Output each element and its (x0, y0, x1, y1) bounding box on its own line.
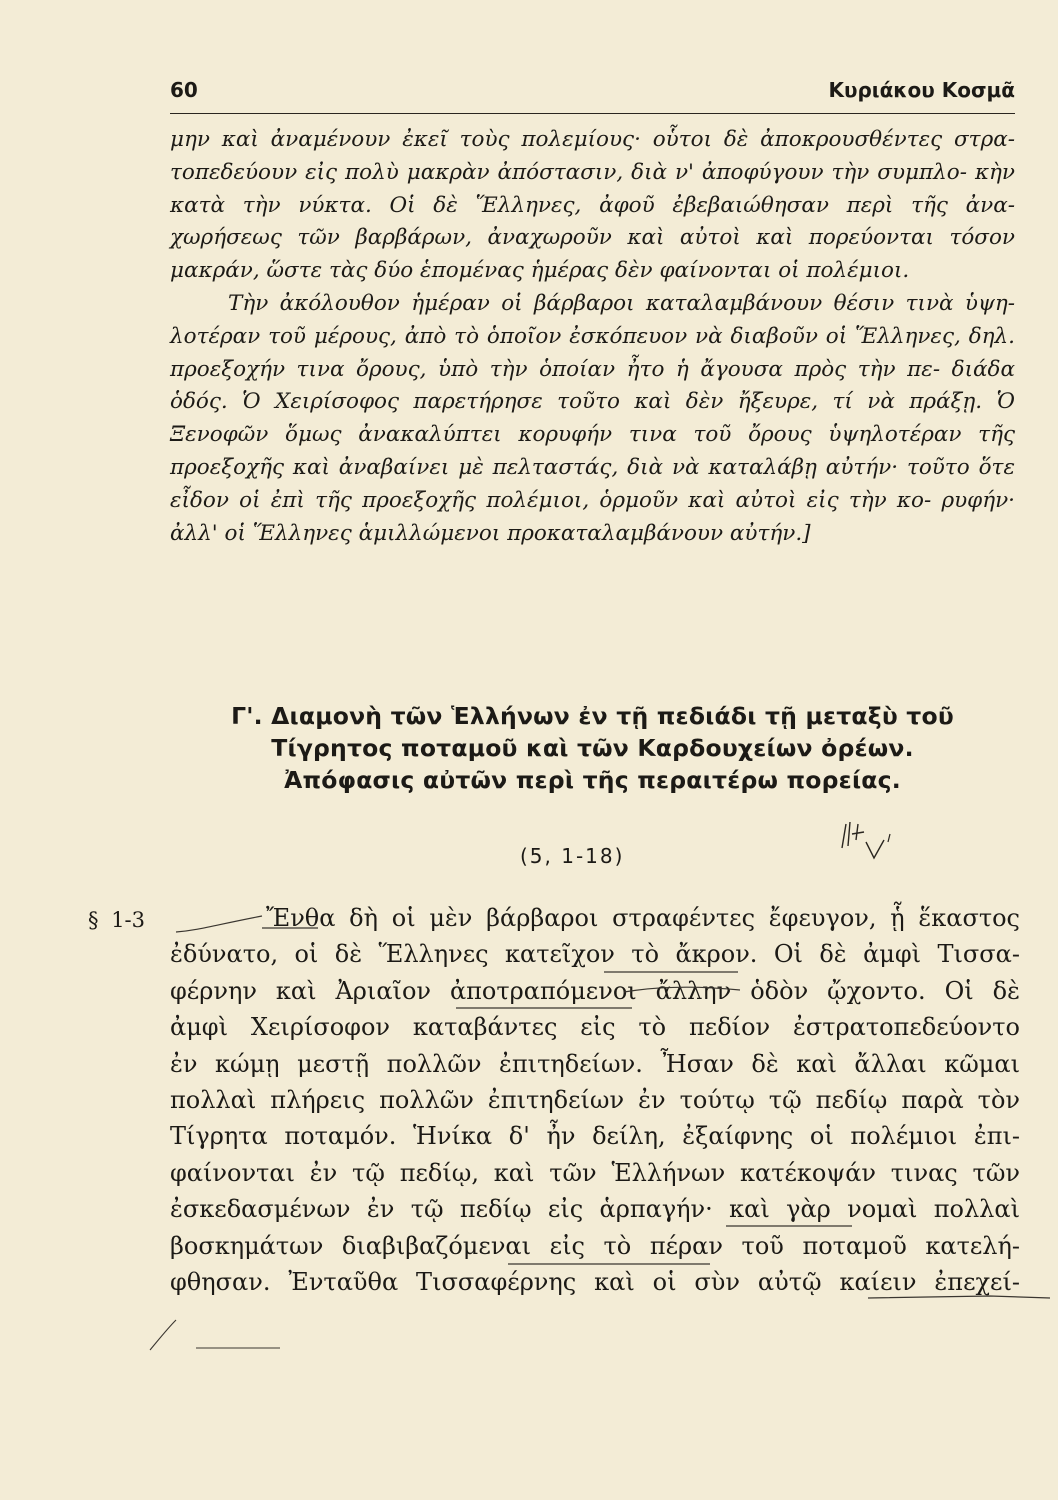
text-line: πολλαὶ πλήρεις πολλῶν ἐπιτηδείων ἐν τούτῳ τῷ πεδίῳ παρὰ τὸν (170, 1086, 1020, 1115)
text-line: τοπεδεύουν εἰς πολὺ μακρὰν ἀπόστασιν, διὰ ν' ἀποφύγουν τὴν συμπλο- (170, 159, 967, 185)
heading-line: Ἀπόφασις αὐτῶν περὶ τῆς περαιτέρω πορείας. (284, 766, 901, 794)
section-sign-icon: § (88, 908, 99, 932)
text-line: προεξοχῆς καὶ ἀναβαίνει μὲ πελταστάς, διὰ νὰ καταλάβῃ αὐτήν· τοῦτο (170, 454, 970, 480)
heading-line: Τίγρητος ποταμοῦ καὶ τῶν Καρδουχείων ὀρέων. (271, 734, 914, 762)
text-line: φαίνονται ἐν τῷ πεδίῳ, καὶ τῶν Ἑλλήνων κατέκοψάν τινας τῶν (170, 1158, 1020, 1187)
page-number: 60 (170, 78, 198, 102)
page-header (170, 78, 1015, 108)
text-line: βοσκημάτων διαβιβαζόμεναι εἰς τὸ πέραν τοῦ ποταμοῦ κατελή- (170, 1231, 1020, 1260)
text-line: Ὁ Ξενοφῶν ὅμως ἀνακαλύπτει κορυφήν τινα τοῦ ὄρους ὑψηλοτέραν τῆς (170, 389, 1015, 448)
translation-paragraph-2 (170, 288, 1015, 550)
text-line: φθησαν. Ἐνταῦθα Τισσαφέρνης καὶ οἱ σὺν αὐτῷ καίειν ἐπεχεί- (170, 1268, 1020, 1297)
handwritten-mark-icon (838, 818, 908, 864)
text-line: Τὴν ἀκόλουθον ἡμέραν οἱ βάρβαροι καταλαμβάνουν θέσιν τινὰ ὑψη- (228, 290, 1015, 316)
section-margin-note (88, 908, 145, 932)
text-line: λοτέραν τοῦ μέρους, ἀπὸ τὸ ὁποῖον ἐσκόπευον νὰ διαβοῦν οἱ Ἕλληνες, (170, 323, 961, 349)
running-title: Κυριάκου Κοσμᾶ (828, 78, 1015, 102)
text-line: διάδα ὁδός. Ὁ Χειρίσοφος παρετήρησε τοῦτο καὶ δὲν ἤξευρε, τί νὰ πράξῃ. (170, 356, 1015, 415)
section-range: 1-3 (111, 908, 146, 932)
text-line: μην καὶ ἀναμένουν ἐκεῖ τοὺς πολεμίους· οὗτοι δὲ ἀποκρουσθέντες στρα- (170, 127, 1015, 152)
text-line: Τίγρητα ποταμόν. Ἡνίκα δ' ἦν δείλη, ἐξαίφνης οἱ πολέμιοι ἐπι- (170, 1122, 1020, 1151)
text-line: ὅτε εἶδον οἱ ἐπὶ τῆς προεξοχῆς πολέμιοι, ὁρμοῦν καὶ αὐτοὶ εἰς τὴν κο- (170, 454, 1015, 513)
translation-paragraph-1 (170, 124, 1015, 288)
heading-line: Γ'. Διαμονὴ τῶν Ἑλλήνων ἐν τῇ πεδιάδι τῇ μεταξὺ τοῦ (231, 702, 954, 730)
text-line: ἐν κώμῃ μεστῇ πολλῶν ἐπιτηδείων. Ἦσαν δὲ καὶ ἄλλαι κῶμαι (170, 1049, 1020, 1078)
text-line: ἀμφὶ Χειρίσοφον καταβάντες εἰς τὸ πεδίον ἐστρατοπεδεύοντο (170, 1013, 1020, 1042)
text-line: κὴν κατὰ τὴν νύκτα. Οἱ δὲ Ἕλληνες, ἀφοῦ ἐβεβαιώθησαν περὶ τῆς ἀνα- (170, 159, 1015, 218)
translation-block (170, 124, 1015, 550)
ancient-greek-text (170, 900, 1020, 1300)
text-line: χωρήσεως τῶν βαρβάρων, ἀναχωροῦν καὶ αὐτοὶ καὶ πορεύονται τόσον (170, 225, 1015, 251)
text-line: ρυφήν· ἀλλ' οἱ Ἕλληνες ἁμιλλώμενοι προκαταλαμβάνουν αὐτήν.] (170, 487, 1015, 546)
text-line: ἐδύνατο, οἱ δὲ Ἕλληνες κατεῖχον τὸ ἄκρον. Οἱ δὲ ἀμφὶ Τισσα- (170, 940, 1020, 969)
header-rule (170, 113, 1015, 114)
text-line: μακράν, ὥστε τὰς δύο ἑπομένας ἡμέρας δὲν φαίνονται οἱ πολέμιοι. (170, 258, 910, 284)
pencil-stroke (150, 1320, 176, 1350)
text-line: Ἔνθα δὴ οἱ μὲν βάρβαροι στραφέντες ἔφευγον, ᾗ ἕκαστος (266, 904, 1020, 932)
text-line: ἐσκεδασμένων ἐν τῷ πεδίῳ εἰς ἁρπαγήν· καὶ γὰρ νομαὶ πολλαὶ (170, 1195, 1020, 1224)
text-line: φέρνην καὶ Ἀριαῖον ἀποτραπόμενοι ἄλλην ὁδὸν ᾤχοντο. Οἱ δὲ (170, 976, 1020, 1005)
section-heading (150, 700, 1035, 796)
source-reference: (5, 1-18) (520, 844, 625, 868)
text-line: δηλ. προεξοχήν τινα ὄρους, ὑπὸ τὴν ὁποίαν ἦτο ἡ ἄγουσα πρὸς τὴν πε- (170, 323, 1015, 382)
